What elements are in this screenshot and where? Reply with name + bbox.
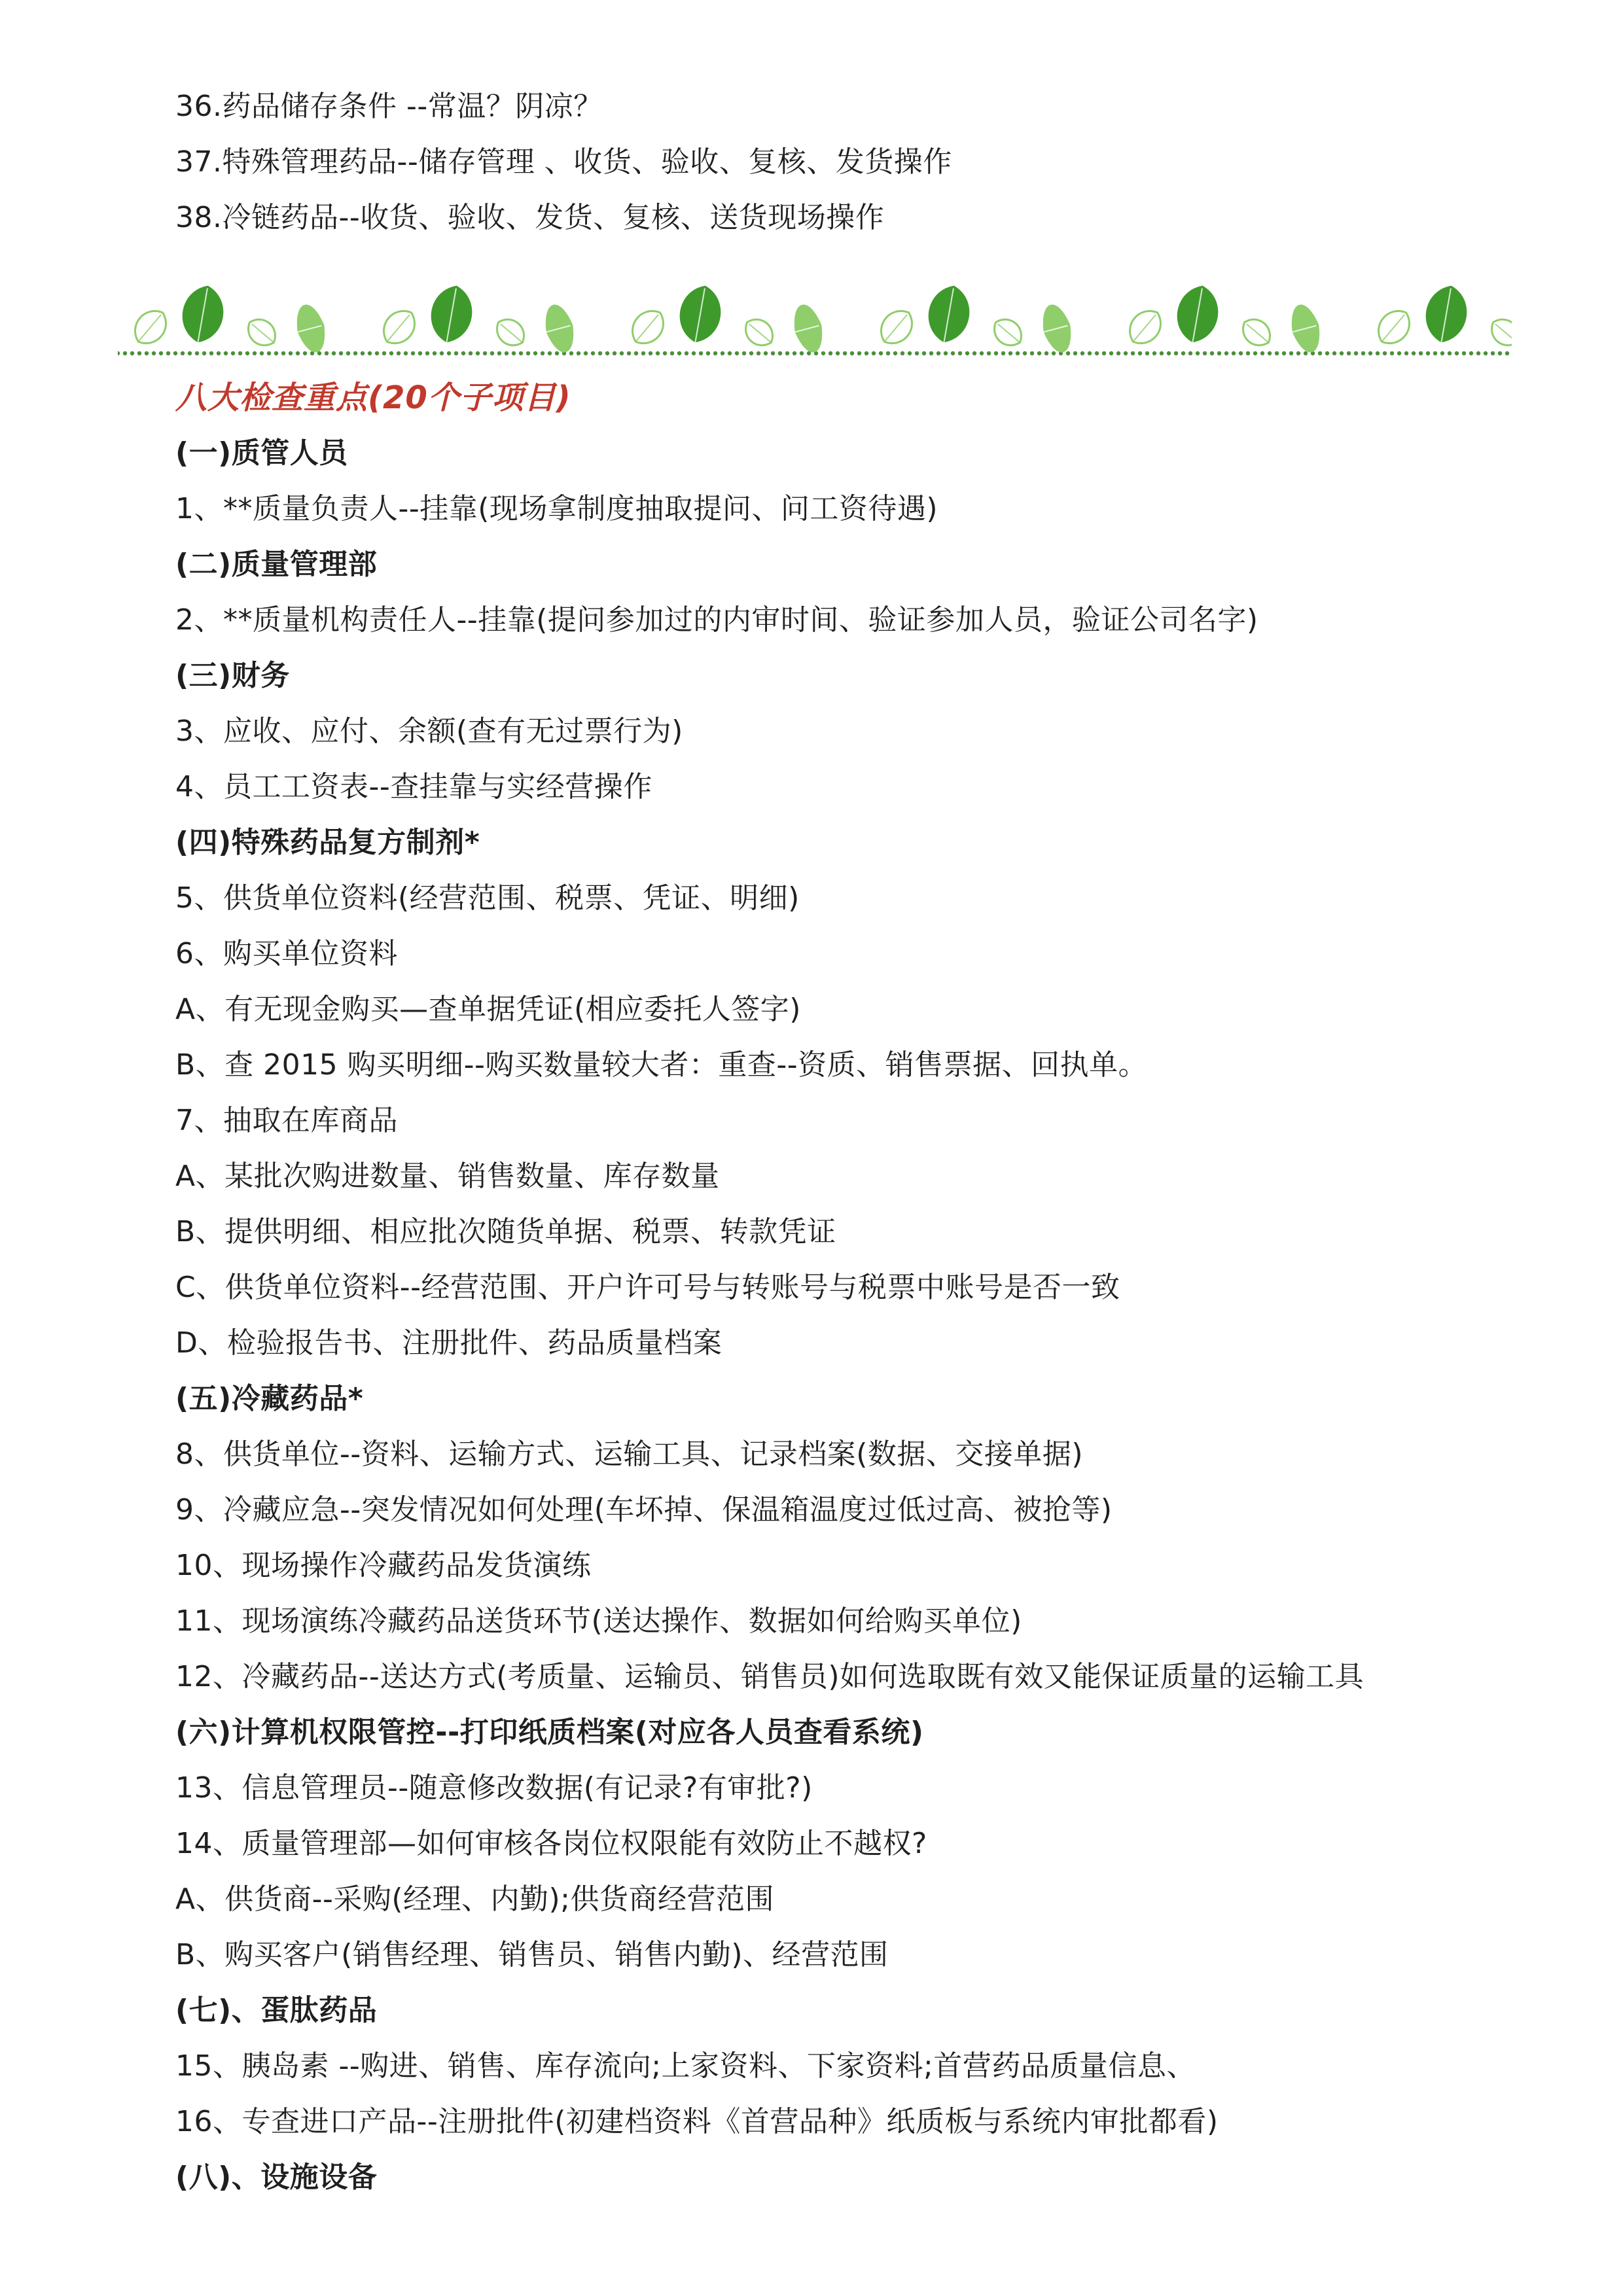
border-dot: [1008, 351, 1012, 355]
border-dot: [1073, 351, 1077, 355]
border-dot: [1052, 351, 1056, 355]
border-dot: [1268, 351, 1272, 355]
list-item: 5、供货单位资料(经营范围、税票、凭证、明细): [175, 881, 800, 915]
border-dot: [289, 351, 293, 355]
border-dot: [936, 351, 940, 355]
border-dot: [649, 351, 652, 355]
section-heading: (六)计算机权限管控--打印纸质档案(对应各人员查看系统): [175, 1716, 924, 1749]
border-dot: [260, 351, 264, 355]
border-dot: [555, 351, 559, 355]
border-dot: [1433, 351, 1437, 355]
list-item: 15、胰岛素 --购进、销售、库存流向;上家资料、下家资料;首营药品质量信息、: [175, 2049, 1196, 2083]
border-dot: [325, 351, 329, 355]
leaf-icon: [675, 282, 725, 345]
leaf-icon: [1371, 304, 1417, 351]
section-title: 八大检查重点(20个子项目): [175, 380, 571, 416]
leaf-icon: [540, 301, 579, 355]
item-36: 36.药品储存条件 --常温？阴凉？: [175, 90, 603, 123]
section-heading: (四)特殊药品复方制剂*: [175, 826, 480, 859]
border-dot: [1426, 351, 1430, 355]
border-dot: [1001, 351, 1005, 355]
border-dot: [1332, 351, 1336, 355]
border-dot: [634, 351, 638, 355]
border-dot: [375, 351, 379, 355]
border-dot: [1066, 351, 1070, 355]
border-dot: [663, 351, 667, 355]
section-heading: (二)质量管理部: [175, 548, 378, 581]
border-dot: [735, 351, 739, 355]
border-dot: [677, 351, 681, 355]
leaf-icon: [128, 304, 173, 351]
list-item: 16、专查进口产品--注册批件(初建档资料《首营品种》纸质板与系统内审批都看): [175, 2105, 1219, 2138]
border-dot: [476, 351, 480, 355]
border-dot: [1102, 351, 1106, 355]
border-dot: [1296, 351, 1300, 355]
border-dot: [692, 351, 696, 355]
border-dot: [1138, 351, 1142, 355]
border-dot: [1491, 351, 1495, 355]
border-dot: [605, 351, 609, 355]
list-item: 14、质量管理部—如何审核各岗位权限能有效防止不越权?: [175, 1827, 927, 1860]
border-dot: [1124, 351, 1128, 355]
border-dot: [1289, 351, 1293, 355]
border-dot: [1023, 351, 1027, 355]
border-dot: [490, 351, 494, 355]
border-dot: [1498, 351, 1502, 355]
border-dot: [303, 351, 307, 355]
border-dot: [368, 351, 372, 355]
border-dot: [584, 351, 588, 355]
border-dot: [397, 351, 401, 355]
section-heading: (三)财务: [175, 659, 290, 692]
border-dot: [598, 351, 602, 355]
border-dot: [433, 351, 437, 355]
border-dot: [145, 351, 149, 355]
leaf-icon: [178, 282, 228, 345]
border-dot: [541, 351, 544, 355]
border-dot: [454, 351, 458, 355]
leaf-icon: [1486, 313, 1512, 352]
border-dot: [972, 351, 976, 355]
border-dot: [958, 351, 962, 355]
border-dot: [1469, 351, 1473, 355]
border-dot: [1253, 351, 1257, 355]
border-dot: [577, 351, 580, 355]
border-dot: [1318, 351, 1322, 355]
list-item: C、供货单位资料--经营范围、开户许可号与转账号与税票中账号是否一致: [175, 1271, 1120, 1304]
leaf-icon: [1237, 313, 1276, 352]
border-dot: [231, 351, 235, 355]
list-item: 2、**质量机构责任人--挂靠(提问参加过的内审时间、验证参加人员，验证公司名字): [175, 603, 1258, 637]
border-dot: [461, 351, 465, 355]
list-item: 3、应收、应付、余额(查有无过票行为): [175, 715, 683, 748]
border-dot: [123, 351, 127, 355]
border-dot: [274, 351, 278, 355]
border-dot: [1088, 351, 1092, 355]
border-dot: [418, 351, 422, 355]
leaf-icon: [491, 313, 530, 352]
border-dot: [857, 351, 861, 355]
border-dot: [1419, 351, 1423, 355]
border-dot: [152, 351, 156, 355]
border-dot: [469, 351, 473, 355]
leaf-icon: [242, 313, 281, 352]
border-dot: [944, 351, 948, 355]
border-dot: [793, 351, 796, 355]
border-dot: [245, 351, 249, 355]
border-dot: [202, 351, 206, 355]
leaf-border-icon: [118, 281, 1512, 360]
border-dot: [613, 351, 616, 355]
border-dot: [548, 351, 552, 355]
border-dot: [339, 351, 343, 355]
border-dot: [1390, 351, 1394, 355]
border-dot: [670, 351, 674, 355]
border-dot: [1304, 351, 1308, 355]
border-dot: [173, 351, 177, 355]
list-item: A、有无现金购买—查单据凭证(相应委托人签字): [175, 993, 801, 1026]
border-dot: [656, 351, 660, 355]
section-heading: (五)冷藏药品*: [175, 1382, 364, 1415]
border-dot: [1484, 351, 1488, 355]
border-dot: [1412, 351, 1416, 355]
leaf-icon: [988, 313, 1027, 352]
border-dot: [253, 351, 257, 355]
border-dot: [505, 351, 508, 355]
border-dot: [1160, 351, 1164, 355]
border-dot: [1455, 351, 1459, 355]
border-dot: [1383, 351, 1387, 355]
leaf-icon: [1037, 301, 1077, 355]
border-dot: [1152, 351, 1156, 355]
border-dot: [908, 351, 912, 355]
border-dot: [1404, 351, 1408, 355]
border-dot: [915, 351, 919, 355]
border-dot: [353, 351, 357, 355]
list-item: B、查 2015 购买明细--购买数量较大者：重查--资质、销售票据、回执单。: [175, 1048, 1148, 1082]
border-dot: [829, 351, 832, 355]
border-dot: [1210, 351, 1214, 355]
section-heading: (八)、设施设备: [175, 2161, 378, 2194]
border-dot: [872, 351, 876, 355]
border-dot: [166, 351, 170, 355]
border-dot: [1188, 351, 1192, 355]
border-dot: [1217, 351, 1221, 355]
border-dot: [440, 351, 444, 355]
border-dot: [893, 351, 897, 355]
list-item: B、提供明细、相应批次随货单据、税票、转款凭证: [175, 1215, 836, 1248]
border-dot: [749, 351, 753, 355]
border-dot: [620, 351, 624, 355]
border-dot: [224, 351, 228, 355]
border-dot: [994, 351, 998, 355]
border-dot: [987, 351, 991, 355]
border-dot: [1246, 351, 1250, 355]
list-item: 1、**质量负责人--挂靠(现场拿制度抽取提问、问工资待遇): [175, 492, 938, 525]
list-item: 7、抽取在库商品: [175, 1104, 398, 1137]
border-dot: [1080, 351, 1084, 355]
border-dot: [1030, 351, 1034, 355]
border-dot: [843, 351, 847, 355]
leaf-icon: [1122, 304, 1168, 351]
border-dot: [865, 351, 868, 355]
border-dot: [785, 351, 789, 355]
border-dot: [217, 351, 221, 355]
item-38: 38.冷链药品--收货、验收、发货、复核、送货现场操作: [175, 201, 885, 234]
border-dot: [238, 351, 242, 355]
border-dot: [1174, 351, 1178, 355]
border-dot: [1275, 351, 1279, 355]
border-dot: [346, 351, 350, 355]
border-dot: [742, 351, 746, 355]
border-dot: [764, 351, 768, 355]
leaf-icon: [376, 304, 422, 351]
border-dot: [850, 351, 854, 355]
border-dot: [1224, 351, 1228, 355]
border-dot: [1016, 351, 1020, 355]
border-dot: [1196, 351, 1200, 355]
border-dot: [569, 351, 573, 355]
border-dot: [821, 351, 825, 355]
border-dot: [1044, 351, 1048, 355]
border-dot: [1448, 351, 1452, 355]
border-dot: [533, 351, 537, 355]
list-item: D、检验报告书、注册批件、药品质量档案: [175, 1326, 722, 1360]
border-dot: [1376, 351, 1380, 355]
border-dot: [188, 351, 192, 355]
border-dot: [519, 351, 523, 355]
border-dot: [332, 351, 336, 355]
border-dot: [1145, 351, 1149, 355]
border-dot: [1109, 351, 1113, 355]
item-37: 37.特殊管理药品--储存管理 、收货、验收、复核、发货操作: [175, 145, 952, 179]
border-dot: [721, 351, 724, 355]
section-heading: (一)质管人员: [175, 436, 348, 470]
list-item: 12、冷藏药品--送达方式(考质量、运输员、销售员)如何选取既有效又能保证质量的运输工具: [175, 1660, 1364, 1693]
border-dot: [1232, 351, 1236, 355]
leaf-icon: [874, 304, 919, 351]
section-heading: (七)、蛋肽药品: [175, 1994, 378, 2027]
border-dot: [836, 351, 840, 355]
leaf-icon: [1173, 282, 1222, 345]
border-dot: [879, 351, 883, 355]
list-item: 11、现场演练冷藏药品送货环节(送达操作、数据如何给购买单位): [175, 1604, 1022, 1638]
border-dot: [411, 351, 415, 355]
border-dot: [965, 351, 969, 355]
border-dot: [1361, 351, 1365, 355]
leaf-icon: [291, 301, 330, 355]
border-dot: [130, 351, 134, 355]
border-dot: [1505, 351, 1509, 355]
border-dot: [1203, 351, 1207, 355]
leaf-icon: [1421, 282, 1471, 345]
border-dot: [922, 351, 926, 355]
border-dot: [778, 351, 782, 355]
list-item: B、购买客户(销售经理、销售员、销售内勤)、经营范围: [175, 1938, 889, 1971]
border-dot: [706, 351, 710, 355]
border-dot: [1325, 351, 1329, 355]
leaf-icon: [1286, 301, 1325, 355]
border-dot: [1116, 351, 1120, 355]
border-dot: [389, 351, 393, 355]
border-dot: [1167, 351, 1171, 355]
border-dot: [425, 351, 429, 355]
border-dot: [483, 351, 487, 355]
border-dot: [800, 351, 804, 355]
leaf-icon: [625, 304, 671, 351]
border-dot: [118, 351, 120, 355]
border-dot: [886, 351, 890, 355]
border-dot: [181, 351, 185, 355]
border-dot: [1037, 351, 1041, 355]
list-item: 6、购买单位资料: [175, 937, 398, 970]
border-dot: [713, 351, 717, 355]
border-dot: [361, 351, 365, 355]
list-item: 8、供货单位--资料、运输方式、运输工具、记录档案(数据、交接单据): [175, 1438, 1084, 1471]
border-dot: [1440, 351, 1444, 355]
border-dot: [685, 351, 688, 355]
border-dot: [901, 351, 904, 355]
border-dot: [728, 351, 732, 355]
border-dot: [1340, 351, 1344, 355]
list-item: 10、现场操作冷藏药品发货演练: [175, 1549, 592, 1582]
list-item: A、供货商--采购(经理、内勤);供货商经营范围: [175, 1882, 775, 1916]
border-dot: [159, 351, 163, 355]
border-dot: [296, 351, 300, 355]
list-item: A、某批次购进数量、销售数量、库存数量: [175, 1159, 720, 1193]
border-dot: [951, 351, 955, 355]
border-dot: [267, 351, 271, 355]
border-dot: [1282, 351, 1286, 355]
border-dot: [771, 351, 775, 355]
border-dot: [1131, 351, 1135, 355]
border-dot: [1397, 351, 1401, 355]
border-dot: [1095, 351, 1099, 355]
border-dot: [1368, 351, 1372, 355]
border-dot: [1260, 351, 1264, 355]
list-item: 9、冷藏应急--突发情况如何处理(车坏掉、保温箱温度过低过高、被抢等): [175, 1493, 1113, 1527]
border-dot: [1239, 351, 1243, 355]
border-dot: [1354, 351, 1358, 355]
border-dot: [1476, 351, 1480, 355]
border-dot: [641, 351, 645, 355]
border-dot: [512, 351, 516, 355]
leaf-icon: [427, 282, 476, 345]
border-dot: [980, 351, 984, 355]
border-dot: [526, 351, 530, 355]
border-dot: [1181, 351, 1185, 355]
list-item: 4、员工工资表--查挂靠与实经营操作: [175, 770, 652, 804]
leaf-icon: [924, 282, 974, 345]
border-dot: [497, 351, 501, 355]
border-dot: [209, 351, 213, 355]
border-dot: [929, 351, 933, 355]
list-item: 13、信息管理员--随意修改数据(有记录?有审批?): [175, 1771, 813, 1805]
border-dot: [757, 351, 760, 355]
border-dot: [447, 351, 451, 355]
border-dot: [1462, 351, 1466, 355]
border-dot: [1347, 351, 1351, 355]
border-dot: [627, 351, 631, 355]
border-dot: [137, 351, 141, 355]
leaf-icon: [740, 313, 779, 352]
border-dot: [195, 351, 199, 355]
border-dot: [281, 351, 285, 355]
border-dot: [382, 351, 386, 355]
border-dot: [404, 351, 408, 355]
leaf-icon: [789, 301, 828, 355]
border-dot: [591, 351, 595, 355]
border-dot: [699, 351, 703, 355]
